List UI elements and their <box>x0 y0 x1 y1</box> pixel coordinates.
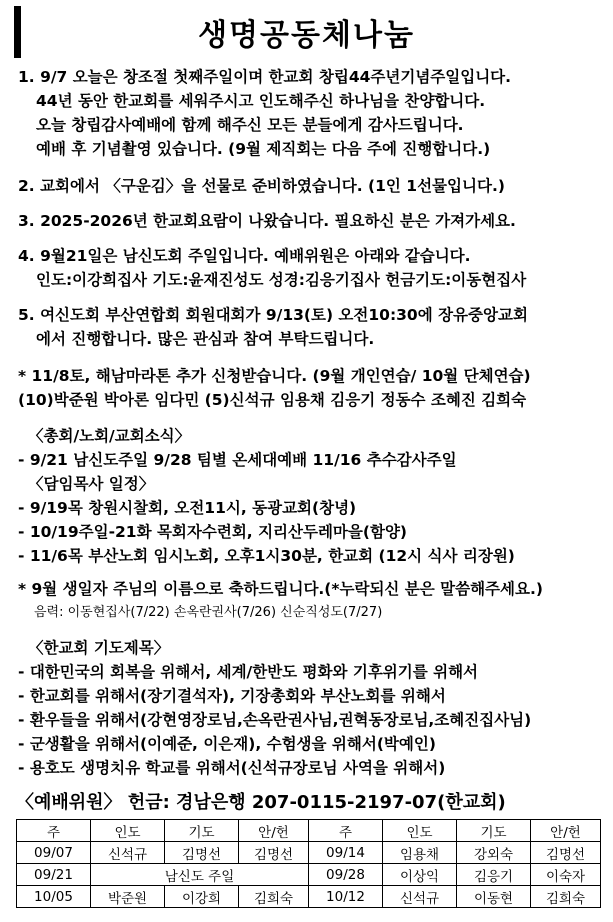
roster-header: 〈예배위원〉 헌금: 경남은행 207-0115-2197-07(한교회) <box>16 792 506 813</box>
item-4-line-2: 인도:이강희집사 기도:윤재진성도 성경:김응기집사 헌금기도:이동현집사 <box>36 271 527 289</box>
roster-col-leader: 인도 <box>383 820 457 842</box>
item-3: 3. 2025-2026년 한교회요람이 나왔습니다. 필요하신 분은 가져가세요. <box>18 212 516 230</box>
prayer-item-4: - 군생활을 위해서(이예준, 이은재), 수험생을 위해서(박예인) <box>18 735 436 753</box>
roster-cell: 임용채 <box>383 842 457 864</box>
roster-cell: 김명선 <box>531 842 601 864</box>
roster-col-date: 주 <box>309 820 383 842</box>
roster-cell: 09/21 <box>17 864 91 886</box>
roster-cell: 김명선 <box>239 842 309 864</box>
roster-col-usher: 안/헌 <box>239 820 309 842</box>
roster-cell: 신석규 <box>91 842 165 864</box>
page-title: 생명공동체나눔 <box>198 18 415 53</box>
item-4-line-1: 4. 9월21일은 남신도회 주일입니다. 예배위원은 아래와 같습니다. <box>18 247 471 265</box>
birthday-list: 음력: 이동현집사(7/22) 손옥란권사(7/26) 신순직성도(7/27) <box>34 605 383 620</box>
roster-cell: 09/14 <box>309 842 383 864</box>
prayer-item-1: - 대한민국의 회복을 위해서, 세계/한반도 평화와 기후위기를 위해서 <box>18 663 479 681</box>
roster-cell: 10/12 <box>309 886 383 908</box>
worship-roster-table <box>16 819 601 908</box>
roster-cell: 김희숙 <box>531 886 601 908</box>
roster-col-leader: 인도 <box>91 820 165 842</box>
roster-col-date: 주 <box>17 820 91 842</box>
roster-cell: 강외숙 <box>457 842 531 864</box>
roster-cell: 이상익 <box>383 864 457 886</box>
prayer-header: 〈한교회 기도제목〉 <box>28 639 170 657</box>
pastor-schedule-1: - 9/19목 창원시찰회, 오전11시, 동광교회(창녕) <box>18 499 357 517</box>
roster-cell: 10/05 <box>17 886 91 908</box>
roster-cell: 신석규 <box>383 886 457 908</box>
roster-header-row <box>17 820 601 842</box>
item-1-line-4: 예배 후 기념촬영 있습니다. (9월 제직회는 다음 주에 진행합니다.) <box>36 140 491 158</box>
roster-cell: 김응기 <box>457 864 531 886</box>
roster-col-usher: 안/헌 <box>531 820 601 842</box>
roster-col-prayer: 기도 <box>457 820 531 842</box>
prayer-item-5: - 용호도 생명치유 학교를 위해서(신석규장로님 사역을 위해서) <box>18 759 446 777</box>
roster-cell: 김희숙 <box>239 886 309 908</box>
prayer-item-2: - 한교회를 위해서(장기결석자), 기장총회와 부산노회를 위해서 <box>18 687 446 705</box>
roster-cell: 09/28 <box>309 864 383 886</box>
pastor-schedule-3: - 11/6목 부산노회 임시노회, 오후1시30분, 한교회 (12시 식사 리장원) <box>18 547 515 565</box>
item-5-line-1: 5. 여신도회 부산연합회 회원대회가 9/13(토) 오전10:30에 장유중앙교회 <box>18 306 528 324</box>
roster-cell: 09/07 <box>17 842 91 864</box>
roster-cell: 이동현 <box>457 886 531 908</box>
pastor-schedule-2: - 10/19주일-21화 목회자수련회, 지리산두레마을(함양) <box>18 523 407 541</box>
roster-cell: 이강희 <box>165 886 239 908</box>
pastor-schedule-header: 〈담임목사 일정〉 <box>28 475 155 493</box>
item-1-line-3: 오늘 창립감사예배에 함께 해주신 모든 분들에게 감사드립니다. <box>36 116 464 134</box>
roster-cell-merged: 남신도 주일 <box>91 864 309 886</box>
item-1-line-1: 1. 9/7 오늘은 창조절 첫째주일이며 한교회 창립44주년기념주일입니다. <box>18 68 512 86</box>
news-line: - 9/21 남신도주일 9/28 팀별 온세대예배 11/16 추수감사주일 <box>18 451 457 469</box>
roster-cell: 김명선 <box>165 842 239 864</box>
marathon-line-1: * 11/8토, 해남마라톤 추가 신청받습니다. (9월 개인연습/ 10월 단체연습) <box>18 367 531 385</box>
roster-cell: 이숙자 <box>531 864 601 886</box>
roster-cell: 박준원 <box>91 886 165 908</box>
item-2: 2. 교회에서 〈구운김〉을 선물로 준비하였습니다. (1인 1선물입니다.) <box>18 177 505 195</box>
roster-col-prayer: 기도 <box>165 820 239 842</box>
item-5-line-2: 에서 진행합니다. 많은 관심과 참여 부탁드립니다. <box>36 330 375 348</box>
marathon-line-2: (10)박준원 박아론 임다민 (5)신석규 임용채 김응기 정동수 조혜진 김희숙 <box>18 391 527 409</box>
birthday-notice: * 9월 생일자 주님의 이름으로 축하드립니다.(*누락되신 분은 말씀해주세요.) <box>18 580 543 598</box>
prayer-item-3: - 환우들을 위해서(강현영장로님,손옥란권사님,권혁동장로님,조혜진집사님) <box>18 711 532 729</box>
item-1-line-2: 44년 동안 한교회를 세워주시고 인도해주신 하나님을 찬양합니다. <box>36 92 486 110</box>
table-row <box>17 864 601 886</box>
news-header: 〈총회/노회/교회소식〉 <box>28 427 191 445</box>
table-row <box>17 886 601 908</box>
table-row <box>17 842 601 864</box>
